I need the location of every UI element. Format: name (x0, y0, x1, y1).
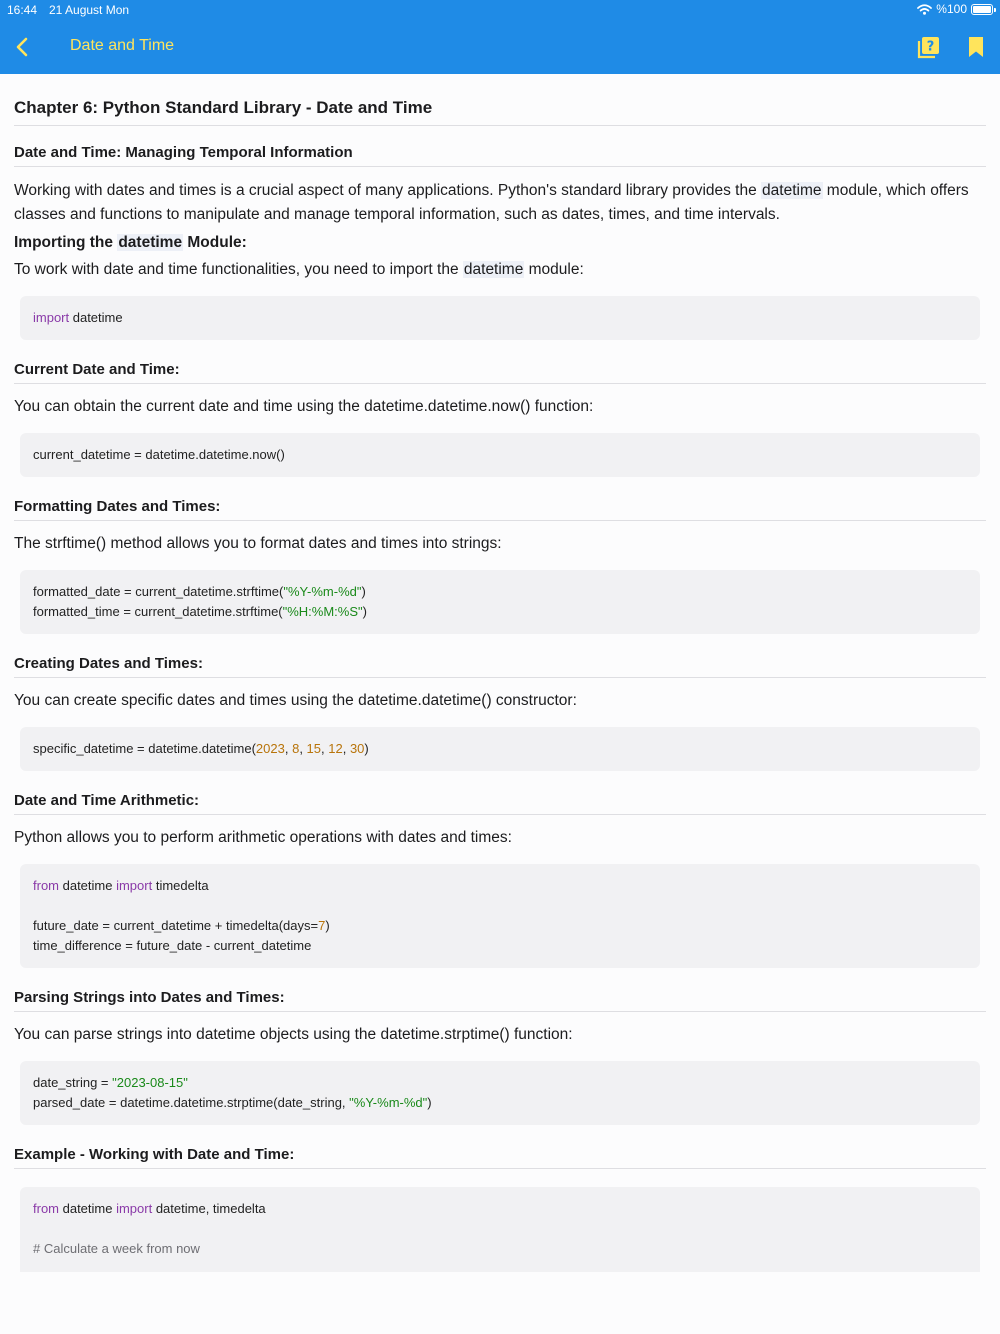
code-separator: , (342, 741, 350, 756)
code-block-import (20, 296, 980, 340)
code-number: 7 (318, 918, 326, 933)
code-block-creating (20, 727, 980, 771)
battery-icon (971, 4, 993, 15)
code-line (33, 582, 967, 602)
formatting-heading: Formatting Dates and Times: (14, 498, 986, 521)
app-header (0, 0, 1000, 74)
code-text: ) (362, 604, 367, 619)
code-number: 8 (292, 741, 300, 756)
code-blank-line (33, 896, 967, 916)
code-comment: # Calculate a week from now (33, 1241, 200, 1256)
code-keyword: import (33, 310, 70, 325)
code-text: specific_datetime = datetime.datetime( (33, 741, 256, 756)
code-number: 12 (328, 741, 343, 756)
code-text: ) (325, 918, 330, 933)
code-line: time_difference = future_date - current_datetime (33, 938, 312, 953)
code-keyword: from (33, 878, 59, 893)
code-line (33, 1199, 967, 1219)
chapter-title: Chapter 6: Python Standard Library - Date and Time (14, 98, 986, 126)
inline-code: datetime (762, 182, 822, 199)
code-text: future_date = current_datetime + timedelta(days= (33, 918, 319, 933)
section-title: Date and Time: Managing Temporal Information (14, 144, 986, 167)
inline-code: datetime (118, 234, 183, 251)
arithmetic-paragraph: Python allows you to perform arithmetic operations with dates and times: (14, 829, 512, 846)
code-text: datetime (59, 1201, 117, 1216)
code-text: ) (364, 741, 369, 756)
back-button[interactable] (10, 32, 36, 62)
nav-title: Date and Time (70, 37, 175, 54)
code-separator: , (299, 741, 307, 756)
question-book-icon[interactable] (917, 35, 941, 59)
code-string: "%Y-%m-%d" (283, 584, 362, 599)
code-line (33, 308, 967, 328)
code-text: datetime, timedelta (152, 1201, 266, 1216)
import-heading-text-1: Importing the (14, 234, 118, 251)
current-paragraph: You can obtain the current date and time using the datetime.datetime.now() function: (14, 398, 594, 415)
article-content (14, 74, 986, 1272)
code-text: formatted_time = current_datetime.strftime( (33, 604, 283, 619)
example-heading: Example - Working with Date and Time: (14, 1146, 986, 1169)
code-text: ) (361, 584, 366, 599)
import-paragraph (14, 258, 986, 282)
intro-paragraph (14, 179, 986, 227)
code-text: datetime (69, 310, 123, 325)
code-block-arithmetic (20, 864, 980, 968)
code-string: "%H:%M:%S" (282, 604, 363, 619)
import-text-2: module: (524, 261, 584, 278)
code-line (33, 1073, 967, 1093)
intro-text-1: Working with dates and times is a crucial aspect of many applications. Python's standard library provides the (14, 182, 762, 199)
code-text: date_string = (33, 1075, 113, 1090)
inline-code: datetime (463, 261, 524, 278)
intro-text-2: module, which offers classes and functions to manipulate and manage temporal information, such as dates, times, and time intervals. (14, 182, 969, 223)
code-string: "%Y-%m-%d" (349, 1095, 428, 1110)
import-heading-text-2: Module: (183, 234, 247, 251)
code-text: formatted_date = current_datetime.strftime( (33, 584, 284, 599)
status-date: 21 August Mon (49, 3, 130, 17)
formatting-paragraph: The strftime() method allows you to format dates and times into strings: (14, 535, 502, 552)
code-block-example (20, 1187, 980, 1272)
svg-text:?: ? (926, 39, 935, 55)
code-line (33, 1093, 967, 1113)
code-line (33, 602, 967, 622)
import-text-1: To work with date and time functionalities, you need to import the (14, 261, 463, 278)
creating-paragraph: You can create specific dates and times using the datetime.datetime() constructor: (14, 692, 577, 709)
parsing-heading: Parsing Strings into Dates and Times: (14, 989, 986, 1012)
code-text: parsed_date = datetime.datetime.strptime(date_string, (33, 1095, 350, 1110)
creating-heading: Creating Dates and Times: (14, 655, 986, 678)
code-number: 30 (349, 741, 365, 756)
code-line (33, 876, 967, 896)
code-block-current (20, 433, 980, 477)
code-number: 2023 (255, 741, 285, 756)
current-heading: Current Date and Time: (14, 361, 986, 384)
code-keyword: from (33, 1201, 59, 1216)
code-separator: , (321, 741, 329, 756)
status-bar (0, 0, 1000, 20)
code-string: "2023-08-15" (112, 1075, 188, 1090)
code-block-parsing (20, 1061, 980, 1125)
status-time: 16:44 (7, 3, 38, 17)
code-blank-line (33, 1219, 967, 1239)
import-heading (14, 234, 986, 252)
code-number: 15 (306, 741, 322, 756)
code-line (33, 916, 967, 936)
parsing-paragraph: You can parse strings into datetime objects using the datetime.strptime() function: (14, 1026, 573, 1043)
arithmetic-heading: Date and Time Arithmetic: (14, 792, 986, 815)
wifi-icon (917, 4, 932, 15)
code-text: ) (427, 1095, 432, 1110)
code-text: datetime (59, 878, 117, 893)
bookmark-icon[interactable] (967, 36, 985, 58)
code-text: timedelta (152, 878, 209, 893)
code-line (33, 739, 967, 759)
battery-level: %100 (936, 2, 967, 16)
status-right (917, 2, 993, 16)
code-block-formatting (20, 570, 980, 634)
code-keyword: import (116, 878, 153, 893)
code-separator: , (284, 741, 293, 756)
nav-bar (0, 20, 1000, 74)
code-keyword: import (116, 1201, 153, 1216)
code-line: current_datetime = datetime.datetime.now() (33, 447, 285, 462)
